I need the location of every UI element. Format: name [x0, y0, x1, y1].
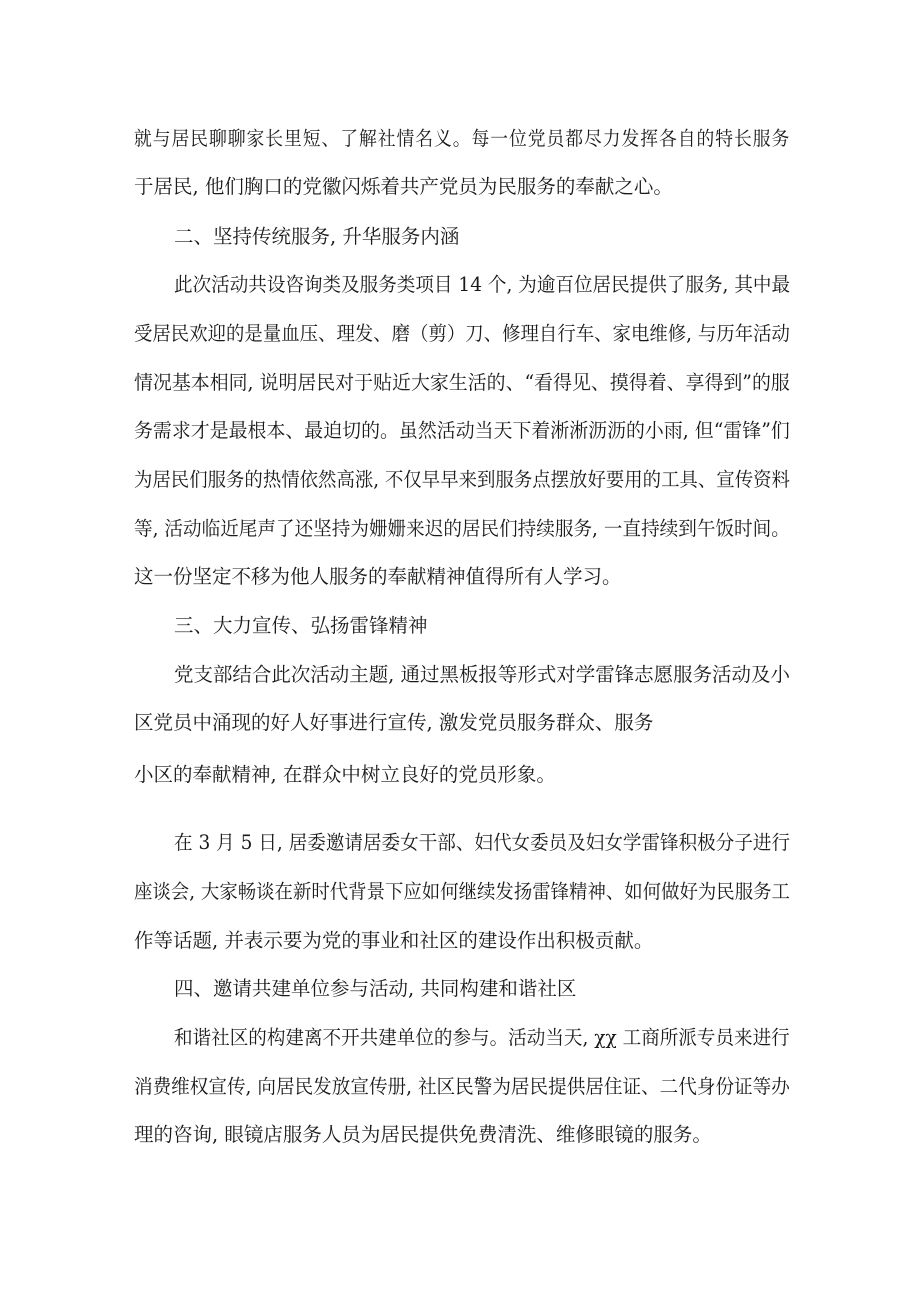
text-line: 受居民欢迎的是量血压、理发、磨（剪）刀、修理自行车、家电维修, 与历年活动 — [134, 322, 790, 345]
text-line: 区党员中涌现的好人好事进行宣传, 激发党员服务群众、服务 — [134, 711, 654, 734]
text-line: 小区的奉献精神, 在群众中树立良好的党员形象。 — [134, 763, 556, 786]
section-heading: 二、坚持传统服务, 升华服务内涵 — [174, 225, 460, 248]
text-line: 座谈会, 大家畅谈在新时代背景下应如何继续发扬雷锋精神、如何做好为民服务工 — [134, 880, 790, 903]
text-line: 等, 活动临近尾声了还坚持为姗姗来迟的居民们持续服务, 一直持续到午饭时间。 — [134, 517, 790, 540]
text-line: 情况基本相同, 说明居民对于贴近大家生活的、“看得见、摸得着、享得到”的服 — [134, 371, 790, 394]
text-line: 作等话题, 并表示要为党的事业和社区的建设作出积极贡献。 — [134, 929, 654, 952]
text-line: 为居民们服务的热情依然高涨, 不仅早早来到服务点摆放好要用的工具、宣传资料 — [134, 468, 790, 491]
text-line: 消费维权宣传, 向居民发放宣传册, 社区民警为居民提供居住证、二代身份证等办 — [134, 1075, 790, 1098]
text-line: 理的咨询, 眼镜店服务人员为居民提供免费清洗、维修眼镜的服务。 — [134, 1123, 712, 1146]
section-heading: 四、邀请共建单位参与活动, 共同构建和谐社区 — [174, 977, 577, 1000]
section-heading: 三、大力宣传、弘扬雷锋精神 — [174, 614, 428, 637]
text-line: 和谐社区的构建离不开共建单位的参与。活动当天, χχ 工商所派专员来进行 — [174, 1026, 790, 1049]
text-line: 于居民, 他们胸口的党徽闪烁着共产党员为民服务的奉献之心。 — [134, 175, 673, 198]
text-line: 在 3 月 5 日, 居委邀请居委女干部、妇代女委员及妇女学雷锋积极分子进行 — [174, 831, 791, 854]
text-line: 党支部结合此次活动主题, 通过黑板报等形式对学雷锋志愿服务活动及小 — [174, 663, 790, 686]
text-line: 务需求才是最根本、最迫切的。虽然活动当天下着淅淅沥沥的小雨, 但“雷锋”们 — [134, 419, 790, 442]
text-line: 这一份坚定不移为他人服务的奉献精神值得所有人学习。 — [134, 565, 622, 588]
text-line: 就与居民聊聊家长里短、了解社情名义。每一位党员都尽力发挥各自的特长服务 — [134, 127, 791, 150]
text-line: 此次活动共设咨询类及服务类项目 14 个, 为逾百位居民提供了服务, 其中最 — [174, 273, 791, 296]
